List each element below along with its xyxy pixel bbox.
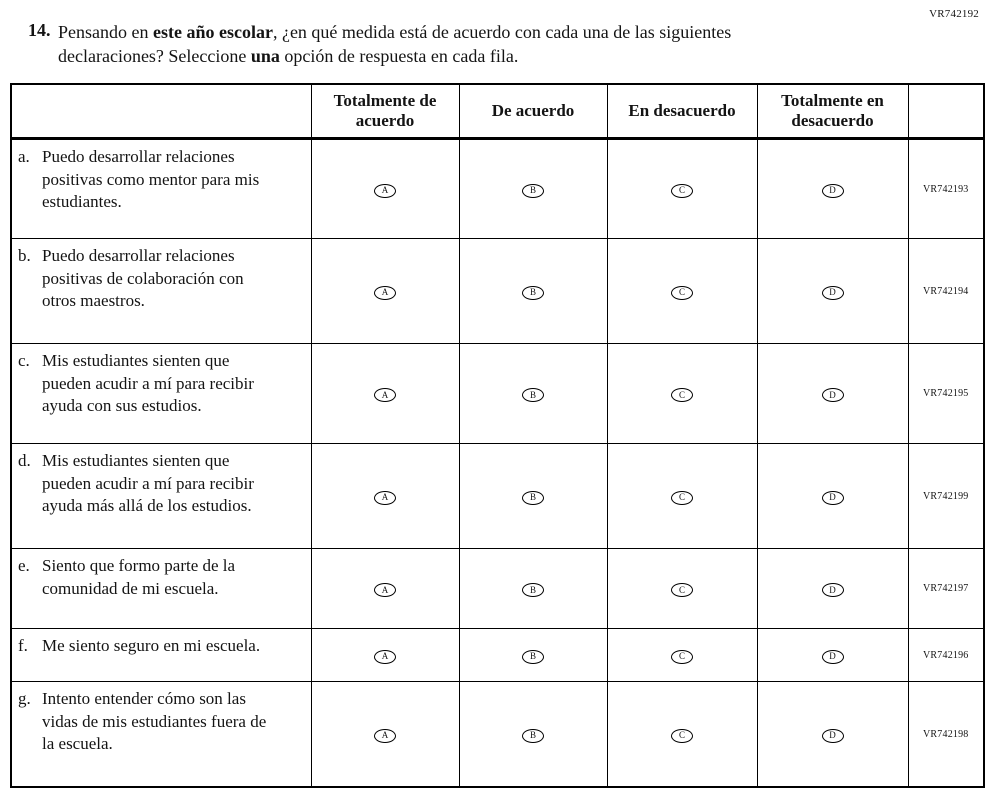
answer-bubble-d[interactable]: D: [822, 184, 844, 198]
statement-text: Mis estudiantes sienten que pueden acudir a mí para recibir ayuda más allá de los estudios.: [42, 451, 254, 516]
answer-bubble-a[interactable]: A: [374, 491, 396, 505]
option-cell-a: [311, 344, 459, 444]
table-row-a: [11, 139, 984, 239]
option-cell-b: [459, 139, 607, 239]
answer-bubble-b[interactable]: B: [522, 388, 544, 402]
header-code-blank: [908, 84, 984, 139]
question-seg1: Pensando en: [58, 22, 153, 42]
table-row-d: [11, 444, 984, 549]
statement-cell: [11, 682, 311, 787]
item-code: VR742197: [908, 549, 984, 629]
row-letter: d.: [18, 451, 31, 471]
statement-text: Puedo desarrollar relaciones positivas como mentor para mis estudiantes.: [42, 147, 260, 212]
table-row-e: [11, 549, 984, 629]
statement-cell: [11, 239, 311, 344]
response-table: [10, 83, 985, 788]
answer-bubble-b[interactable]: B: [522, 583, 544, 597]
answer-bubble-b[interactable]: B: [522, 650, 544, 664]
answer-bubble-c[interactable]: C: [671, 729, 693, 743]
answer-bubble-a[interactable]: A: [374, 729, 396, 743]
item-code: VR742194: [908, 239, 984, 344]
header-blank: [11, 84, 311, 139]
option-cell-c: [607, 549, 757, 629]
row-letter: b.: [18, 246, 31, 266]
question-block: [0, 0, 993, 69]
option-cell-a: [311, 549, 459, 629]
answer-bubble-a[interactable]: A: [374, 184, 396, 198]
answer-bubble-d[interactable]: D: [822, 650, 844, 664]
answer-bubble-c[interactable]: C: [671, 491, 693, 505]
header-en-desacuerdo: En desacuerdo: [607, 84, 757, 139]
option-cell-c: [607, 682, 757, 787]
answer-bubble-a[interactable]: A: [374, 583, 396, 597]
answer-bubble-d[interactable]: D: [822, 388, 844, 402]
statement-cell: [11, 549, 311, 629]
option-cell-d: [757, 682, 908, 787]
item-code: VR742193: [908, 139, 984, 239]
table-row-c: [11, 344, 984, 444]
answer-bubble-a[interactable]: A: [374, 650, 396, 664]
option-cell-a: [311, 139, 459, 239]
row-letter: f.: [18, 636, 28, 656]
statement-text: Intento entender cómo son las vidas de mis estudiantes fuera de la escuela.: [42, 689, 267, 754]
question-bold1: este año escolar: [152, 22, 273, 42]
option-cell-c: [607, 344, 757, 444]
option-cell-a: [311, 444, 459, 549]
answer-bubble-b[interactable]: B: [522, 729, 544, 743]
statement-text: Me siento seguro en mi escuela.: [42, 636, 261, 656]
option-cell-b: [459, 239, 607, 344]
statement-cell: [11, 344, 311, 444]
answer-bubble-d[interactable]: D: [822, 729, 844, 743]
header-de-acuerdo: De acuerdo: [459, 84, 607, 139]
answer-bubble-a[interactable]: A: [374, 286, 396, 300]
option-cell-b: [459, 444, 607, 549]
option-cell-c: [607, 139, 757, 239]
question-text: [58, 20, 738, 69]
table-row-b: [11, 239, 984, 344]
item-code: VR742196: [908, 629, 984, 682]
answer-bubble-d[interactable]: D: [822, 491, 844, 505]
option-cell-b: [459, 629, 607, 682]
statement-text: Siento que formo parte de la comunidad de mi escuela.: [42, 556, 236, 598]
answer-bubble-b[interactable]: B: [522, 184, 544, 198]
question-seg2: , ¿en qué medida está de acuerdo con cada una de las siguientes declaraciones? Seleccione: [58, 22, 732, 67]
option-cell-d: [757, 344, 908, 444]
header-totalmente-en-desacuerdo: Totalmente en desacuerdo: [757, 84, 908, 139]
row-letter: g.: [18, 689, 31, 709]
table-row-g: [11, 682, 984, 787]
option-cell-c: [607, 629, 757, 682]
answer-bubble-c[interactable]: C: [671, 583, 693, 597]
header-row: [11, 84, 984, 139]
answer-bubble-d[interactable]: D: [822, 583, 844, 597]
row-letter: a.: [18, 147, 30, 167]
answer-bubble-c[interactable]: C: [671, 650, 693, 664]
item-code: VR742195: [908, 344, 984, 444]
answer-bubble-c[interactable]: C: [671, 388, 693, 402]
row-letter: e.: [18, 556, 30, 576]
option-cell-d: [757, 629, 908, 682]
statement-cell: [11, 139, 311, 239]
answer-bubble-c[interactable]: C: [671, 286, 693, 300]
answer-bubble-c[interactable]: C: [671, 184, 693, 198]
header-totalmente-de-acuerdo: Totalmente de acuerdo: [311, 84, 459, 139]
option-cell-a: [311, 629, 459, 682]
answer-bubble-a[interactable]: A: [374, 388, 396, 402]
statement-cell: [11, 444, 311, 549]
table-row-f: [11, 629, 984, 682]
option-cell-a: [311, 239, 459, 344]
option-cell-c: [607, 444, 757, 549]
statement-text: Puedo desarrollar relaciones positivas de colaboración con otros maestros.: [42, 246, 244, 311]
statement-cell: [11, 629, 311, 682]
statement-text: Mis estudiantes sienten que pueden acudir a mí para recibir ayuda con sus estudios.: [42, 351, 254, 416]
row-letter: c.: [18, 351, 30, 371]
question-bold2: una: [250, 46, 280, 67]
answer-bubble-b[interactable]: B: [522, 491, 544, 505]
answer-bubble-d[interactable]: D: [822, 286, 844, 300]
option-cell-c: [607, 239, 757, 344]
item-code: VR742199: [908, 444, 984, 549]
option-cell-a: [311, 682, 459, 787]
item-code: VR742198: [908, 682, 984, 787]
option-cell-d: [757, 239, 908, 344]
form-code-top: VR742192: [929, 8, 979, 20]
answer-bubble-b[interactable]: B: [522, 286, 544, 300]
option-cell-b: [459, 344, 607, 444]
option-cell-d: [757, 444, 908, 549]
option-cell-d: [757, 549, 908, 629]
question-number: 14.: [28, 20, 51, 40]
option-cell-b: [459, 682, 607, 787]
option-cell-d: [757, 139, 908, 239]
question-seg3: opción de respuesta en cada fila.: [279, 46, 519, 67]
option-cell-b: [459, 549, 607, 629]
